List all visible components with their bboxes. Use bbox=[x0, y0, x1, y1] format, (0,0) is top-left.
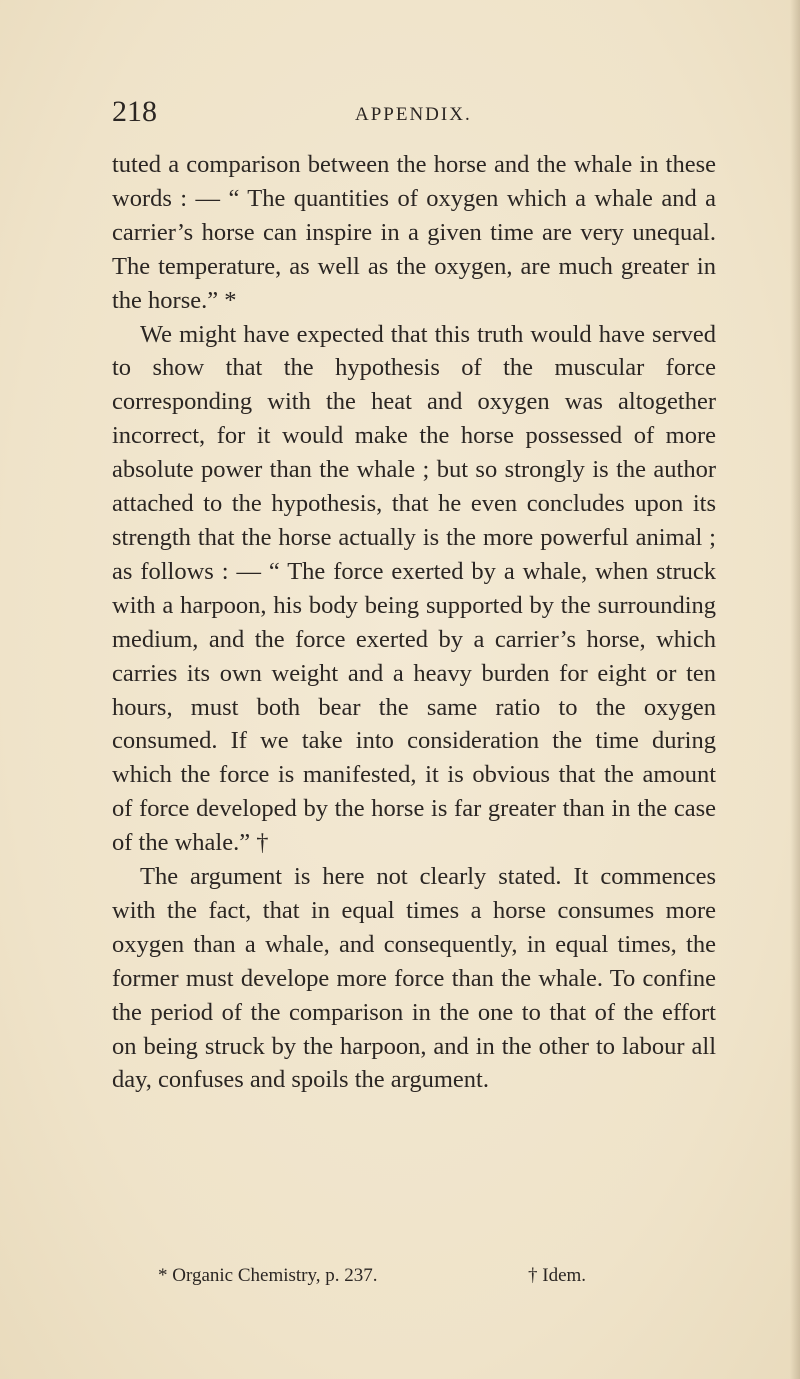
running-head: APPENDIX. bbox=[355, 104, 472, 125]
paragraph-1: tuted a comparison between the horse and the whale in these words : — “ The quantities of oxygen which a whale and a carrier’s horse can inspire in a given time are very unequal. The temperature, as well as the oxygen, are much greater in the horse.” * bbox=[112, 151, 716, 314]
body-text bbox=[112, 148, 716, 1097]
paragraph-2: We might have expected that this truth would have served to show that the hypothesis of the muscular force corresponding with the heat and oxygen was altogether incorrect, for it would make the horse possessed of more absolute power than the whale ; but so strongly is the author attached to the hypothesis, that he even concludes upon its strength that the horse actually is the more powerful animal ; as follows : — “ The force exerted by a whale, when struck with a harpoon, his body being supported by the surrounding medium, and the force exerted by a carrier’s horse, which carries its own weight and a heavy burden for eight or ten hours, must both bear the same ratio to the oxygen consumed. If we take into consideration the time during which the force is manifested, it is obvious that the amount of force developed by the horse is far greater than in the case of the whale.” † bbox=[112, 320, 716, 857]
paragraph-3: The argument is here not clearly stated. It commences with the fact, that in equal times a horse consumes more oxygen than a whale, and consequently, in equal times, the former must develope more force than the whale. To confine the period of the comparison in the one to that of the effort on being struck by the harpoon, and in the other to labour all day, confuses and spoils the argument. bbox=[112, 863, 716, 1094]
footnote-idem: † Idem. bbox=[528, 1265, 587, 1286]
page-edge-shadow bbox=[790, 0, 800, 1379]
page-number: 218 bbox=[112, 95, 157, 128]
footnote-organic-chemistry: * Organic Chemistry, p. 237. bbox=[158, 1265, 378, 1286]
page-header bbox=[112, 92, 692, 132]
